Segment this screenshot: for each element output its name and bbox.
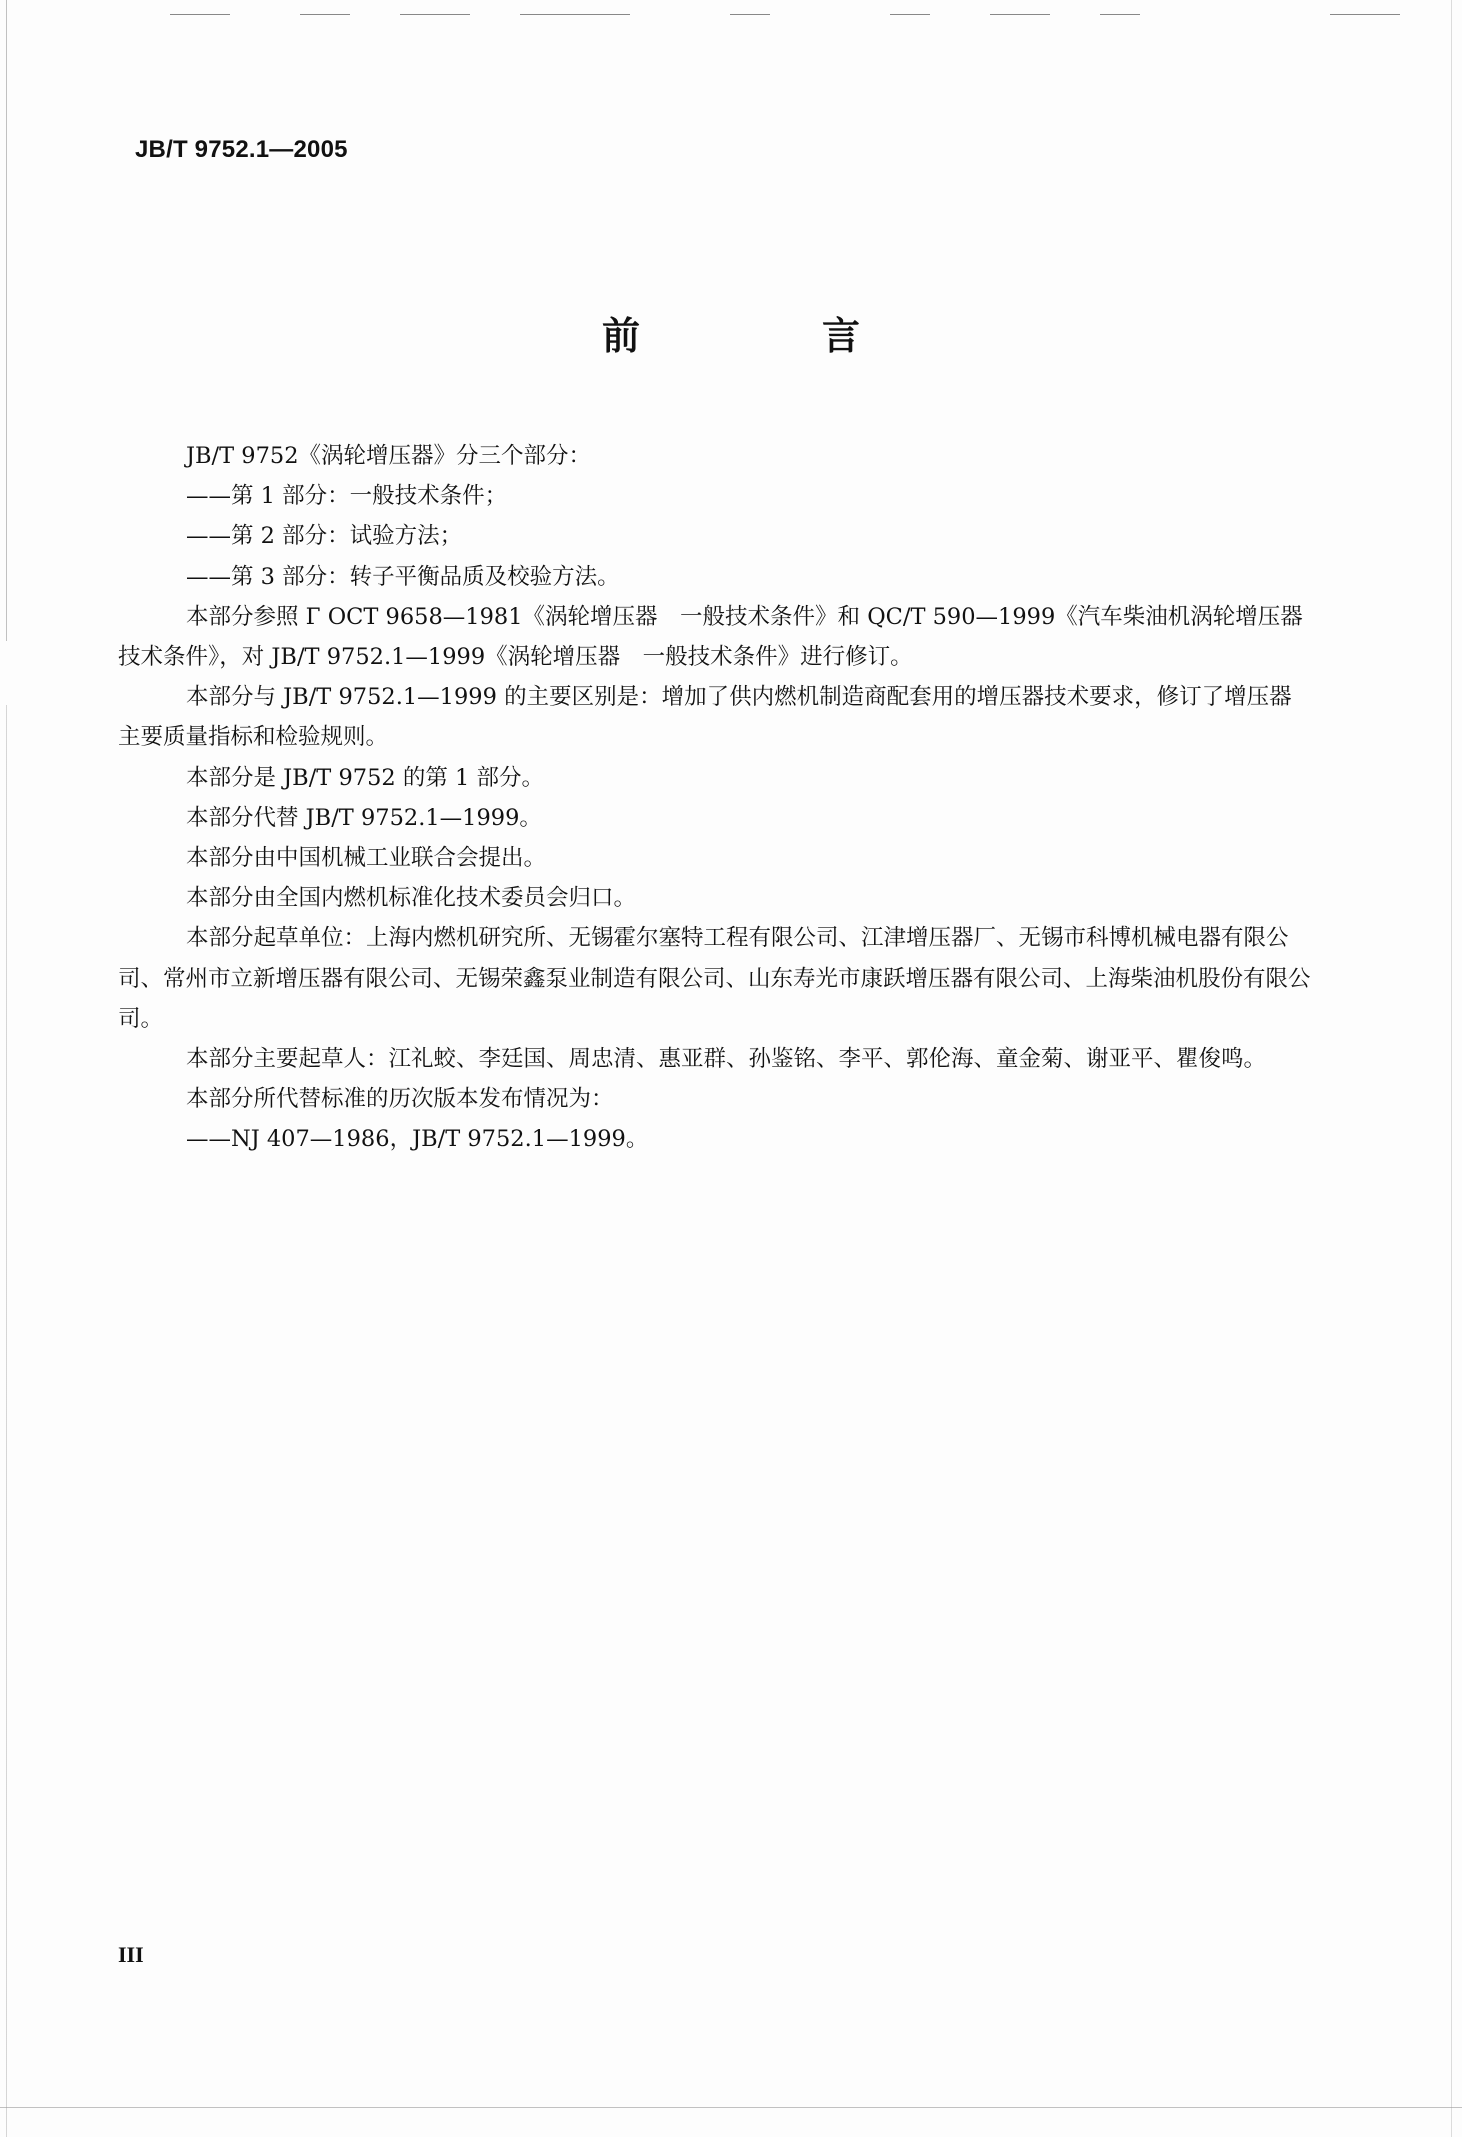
paragraph-differences: 本部分与 JB/T 9752.1—1999 的主要区别是：增加了供内燃机制造商配套用的增压器技术要求，修订了增压器主要质量指标和检验规则。 <box>118 684 1292 751</box>
preface-title: 前 言 <box>601 314 932 358</box>
paragraph-proposed-by: 本部分由中国机械工业联合会提出。 <box>186 845 547 872</box>
paragraph-history-list: ——NJ 407—1986，JB/T 9752.1—1999。 <box>186 1126 649 1153</box>
paragraph-part-3: ——第 3 部分：转子平衡品质及校验方法。 <box>186 563 620 590</box>
paragraph-parts-intro: JB/T 9752《涡轮增压器》分三个部分： <box>186 443 592 469</box>
paragraph-drafting-units: 本部分起草单位：上海内燃机研究所、无锡霍尔塞特工程有限公司、江津增压器厂、无锡市科博机械电器有限公司、常州市立新增压器有限公司、无锡荣鑫泵业制造有限公司、山东寿光市康跃增压器有限公司、上海柴油机股份有限公司。 <box>118 925 1311 1032</box>
paragraph-reference: 本部分参照 Г OCT 9658—1981《涡轮增压器 一般技术条件》和 QC/T 590—1999《汽车柴油机涡轮增压器 技术条件》，对 JB/T 9752.1—1999《涡轮增压器 一般技术条件》进行修订。 <box>118 603 1326 671</box>
paragraph-drafters: 本部分主要起草人：江礼蛟、李廷国、周忠清、惠亚群、孙鉴铭、李平、郭伦海、童金菊、谢亚平、瞿俊鸣。 <box>186 1046 1267 1073</box>
scan-top-edge <box>0 14 1462 16</box>
preface-body <box>118 436 1326 1160</box>
paragraph-part-statement: 本部分是 JB/T 9752 的第 1 部分。 <box>186 764 544 791</box>
paragraph-part-1: ——第 1 部分：一般技术条件； <box>186 483 508 510</box>
paragraph-history-intro: 本部分所代替标准的历次版本发布情况为： <box>186 1086 614 1113</box>
paragraph-centralized-by: 本部分由全国内燃机标准化技术委员会归口。 <box>186 885 637 912</box>
page-number: III <box>118 1942 144 1967</box>
standard-code-header: JB/T 9752.1—2005 <box>135 136 348 163</box>
paragraph-replaces: 本部分代替 JB/T 9752.1—1999。 <box>186 804 542 831</box>
scan-bottom-edge <box>0 2107 1462 2108</box>
paragraph-part-2: ——第 2 部分：试验方法； <box>186 523 463 550</box>
